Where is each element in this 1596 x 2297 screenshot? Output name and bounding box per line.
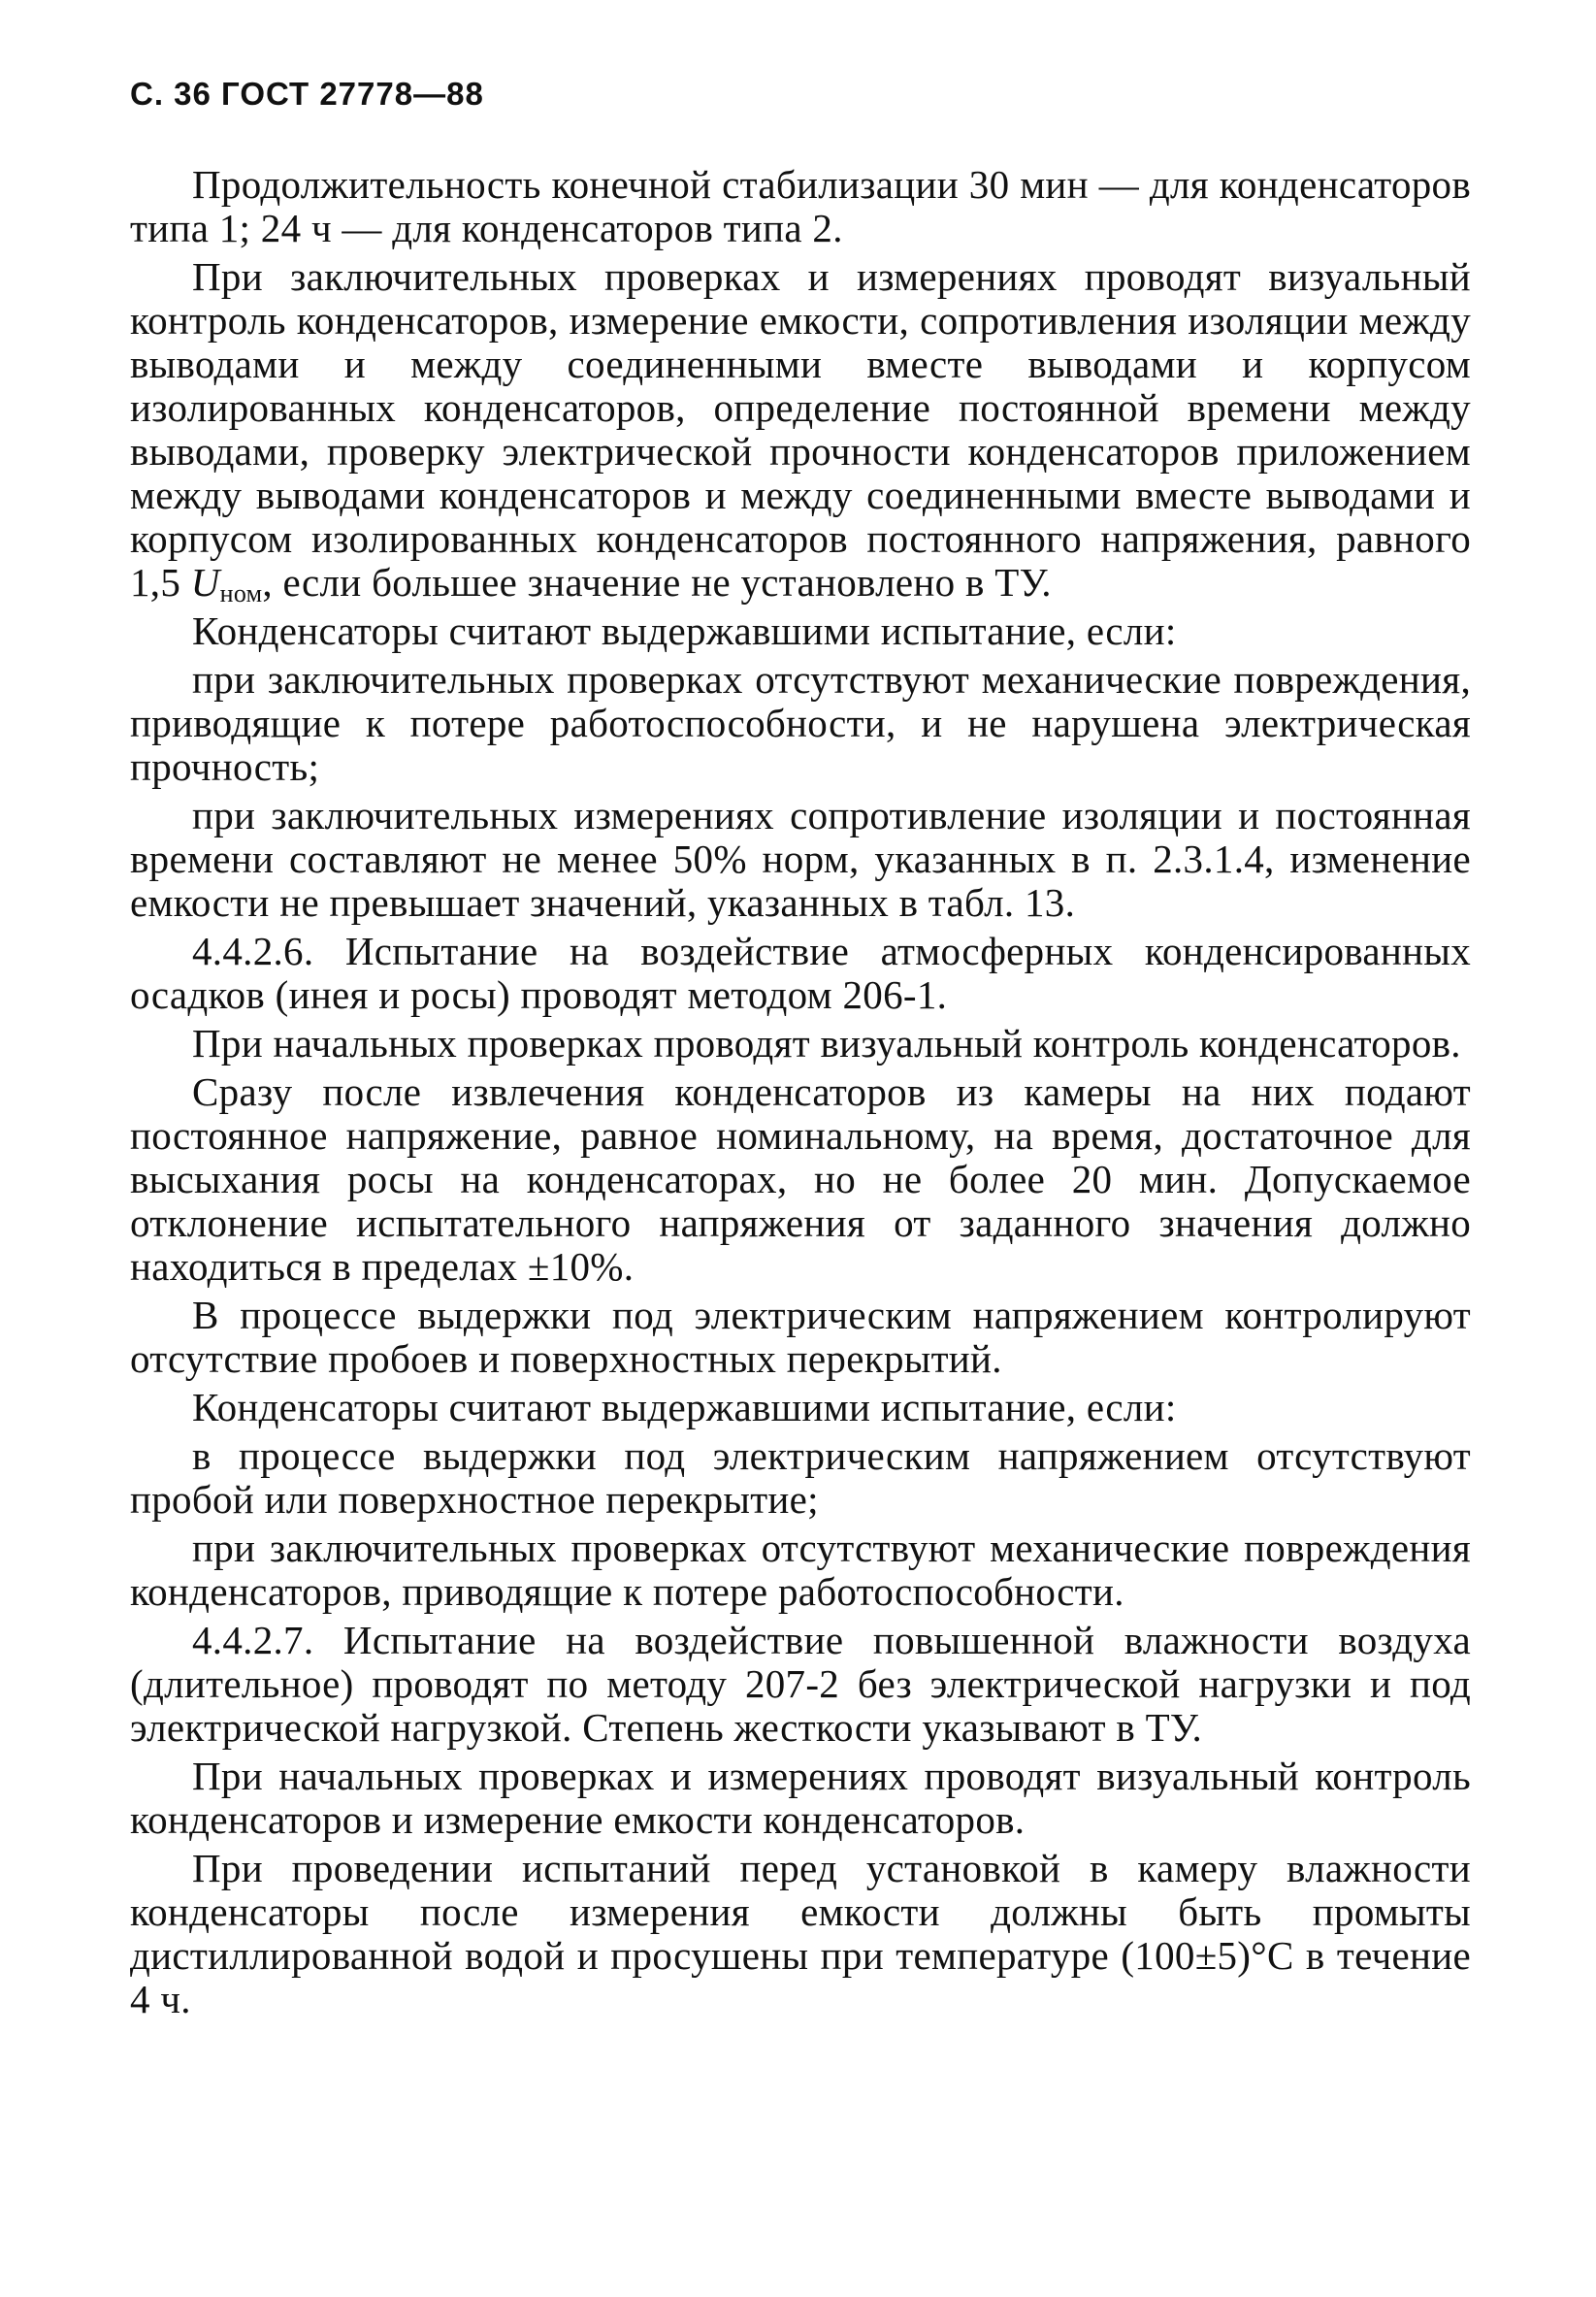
voltage-symbol: U <box>190 560 220 605</box>
paragraph-8: Сразу после извлечения конденсаторов из камеры на них подают постоянное напряжение, равное номинальному, на время, достаточное для высыхания росы на конденсаторах, но не более 20 мин. Допускаемое отклонение испытательного напряжения от заданного значения должно находиться в пределах ±10%. <box>130 1069 1471 1289</box>
paragraph-11: в процессе выдержки под электрическим напряжением отсутствуют пробой или поверхностное перекрытие; <box>130 1433 1471 1522</box>
paragraph-2 <box>130 255 1471 605</box>
paragraph-3: Конденсаторы считают выдержавшими испытание, если: <box>192 608 1177 653</box>
page-header: С. 36 ГОСТ 27778—88 <box>130 76 484 112</box>
paragraph-2-tail: , если большее значение не установлено в ТУ. <box>262 560 1052 605</box>
document-body <box>130 163 1471 2026</box>
paragraph-5: при заключительных измерениях сопротивление изоляции и постоянная времени составляют не менее 50% норм, указанных в п. 2.3.1.4, изменение емкости не превышает значений, указанных в табл. 13. <box>130 793 1471 925</box>
paragraph-10: Конденсаторы считают выдержавшими испытание, если: <box>192 1385 1177 1429</box>
paragraph-12: при заключительных проверках отсутствуют механические повреждения конденсаторов, приводящие к потере работоспособности. <box>130 1526 1471 1614</box>
section-4-4-2-6: 4.4.2.6. Испытание на воздействие атмосферных конденсированных осадков (инея и росы) проводят методом 206-1. <box>130 929 1471 1017</box>
paragraph-14: При начальных проверках и измерениях проводят визуальный контроль конденсаторов и измерение емкости конденсаторов. <box>130 1754 1471 1842</box>
paragraph-9: В процессе выдержки под электрическим напряжением контролируют отсутствие пробоев и поверхностных перекрытий. <box>130 1293 1471 1381</box>
paragraph-15: При проведении испытаний перед установкой в камеру влажности конденсаторы после измерения емкости должны быть промыты дистиллированной водой и просушены при температуре (100±5)°С в течение 4 ч. <box>130 1846 1471 2021</box>
paragraph-7: При начальных проверках проводят визуальный контроль конденсаторов. <box>192 1021 1461 1066</box>
voltage-subscript: ном <box>219 579 263 607</box>
paragraph-2-text: При заключительных проверках и измерениях проводят визуальный контроль конденсаторов, измерение емкости, сопротивления изоляции между выводами и между соединенными вместе выводами и корпусом изолированных конденсаторов, определение постоянной времени между выводами, проверку электрической прочности конденсаторов приложением между выводами конденсаторов и между соединенными вместе выводами и корпусом изолированных конденсаторов постоянного напряжения, равного 1,5 <box>130 254 1471 605</box>
section-4-4-2-7: 4.4.2.7. Испытание на воздействие повышенной влажности воздуха (длительное) проводят по методу 207-2 без электрической нагрузки и под электрической нагрузкой. Степень жесткости указывают в ТУ. <box>130 1618 1471 1750</box>
paragraph-4: при заключительных проверках отсутствуют механические повреждения, приводящие к потере работоспособности, и не нарушена электрическая прочность; <box>130 657 1471 789</box>
paragraph-1: Продолжительность конечной стабилизации 30 мин — для конденсаторов типа 1; 24 ч — для конденсаторов типа 2. <box>130 162 1471 250</box>
